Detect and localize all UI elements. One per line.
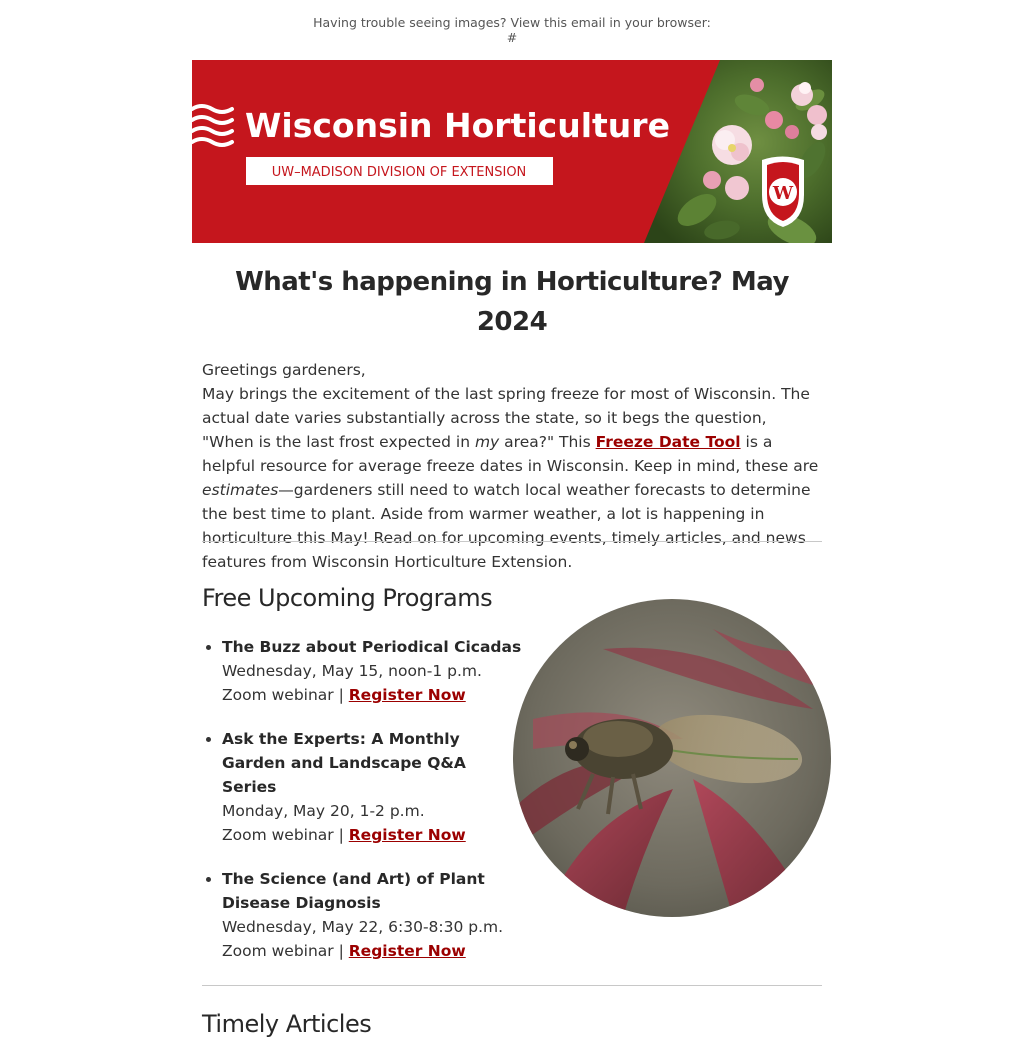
program-date: Wednesday, May 22, 6:30-8:30 p.m. [222, 918, 504, 936]
banner-subtitle: UW–MADISON DIVISION OF EXTENSION [271, 165, 527, 180]
list-item [222, 727, 522, 847]
programs-heading: Free Upcoming Programs [202, 584, 493, 612]
program-title: • Ask the Experts: A Monthly Garden and Landscape Q&A Series [222, 730, 466, 796]
register-now-link[interactable]: Register Now [348, 686, 466, 704]
program-format: Zoom webinar | [222, 686, 349, 704]
list-item [222, 867, 522, 963]
register-now-link[interactable]: Register Now [348, 826, 466, 844]
page-title: What's happening in Horticulture? May 2024 [235, 267, 789, 337]
header-banner [192, 60, 832, 243]
articles-heading: Timely Articles [202, 1010, 372, 1038]
greeting: Greetings gardeners, [202, 361, 366, 379]
freeze-date-tool-link[interactable]: Freeze Date Tool [595, 433, 741, 451]
register-now-link[interactable]: Register Now [348, 942, 466, 960]
list-item [222, 635, 522, 707]
program-title: • The Buzz about Periodical Cicadas [222, 638, 522, 656]
banner-title: Wisconsin Horticulture [245, 106, 670, 145]
section-divider [202, 985, 822, 986]
browser-view-link[interactable]: # [506, 30, 518, 45]
pre-header-text: Having trouble seeing images? View this email in your browser: [313, 15, 711, 30]
section-divider [202, 541, 822, 542]
cicada-photo [513, 599, 831, 917]
programs-list [202, 635, 522, 983]
uw-crest-icon [762, 157, 804, 228]
program-format: Zoom webinar | [222, 826, 349, 844]
program-date: Wednesday, May 15, noon-1 p.m. [222, 662, 482, 680]
pre-header [0, 0, 1024, 45]
program-format: Zoom webinar | [222, 942, 349, 960]
program-date: Monday, May 20, 1-2 p.m. [222, 802, 425, 820]
program-title: • The Science (and Art) of Plant Disease Diagnosis [222, 870, 485, 912]
svg-text:W: W [772, 183, 794, 204]
main-content [202, 262, 822, 574]
intro-paragraph: May brings the excitement of the last spring freeze for most of Wisconsin. The actual date varies substantially across the state, so it begs the question, "When is the last frost expected in my area?" This Freeze Date Tool is a helpful resource for average freeze dates in Wisconsin. Keep in mind, these are estimates—gardeners still need to watch local weather forecasts to determine the best time to plant. Aside from warmer weather, a lot is happening in horticulture this May! Read on for upcoming events, timely articles, and news features from Wisconsin Horticulture Extension. [202, 385, 819, 571]
